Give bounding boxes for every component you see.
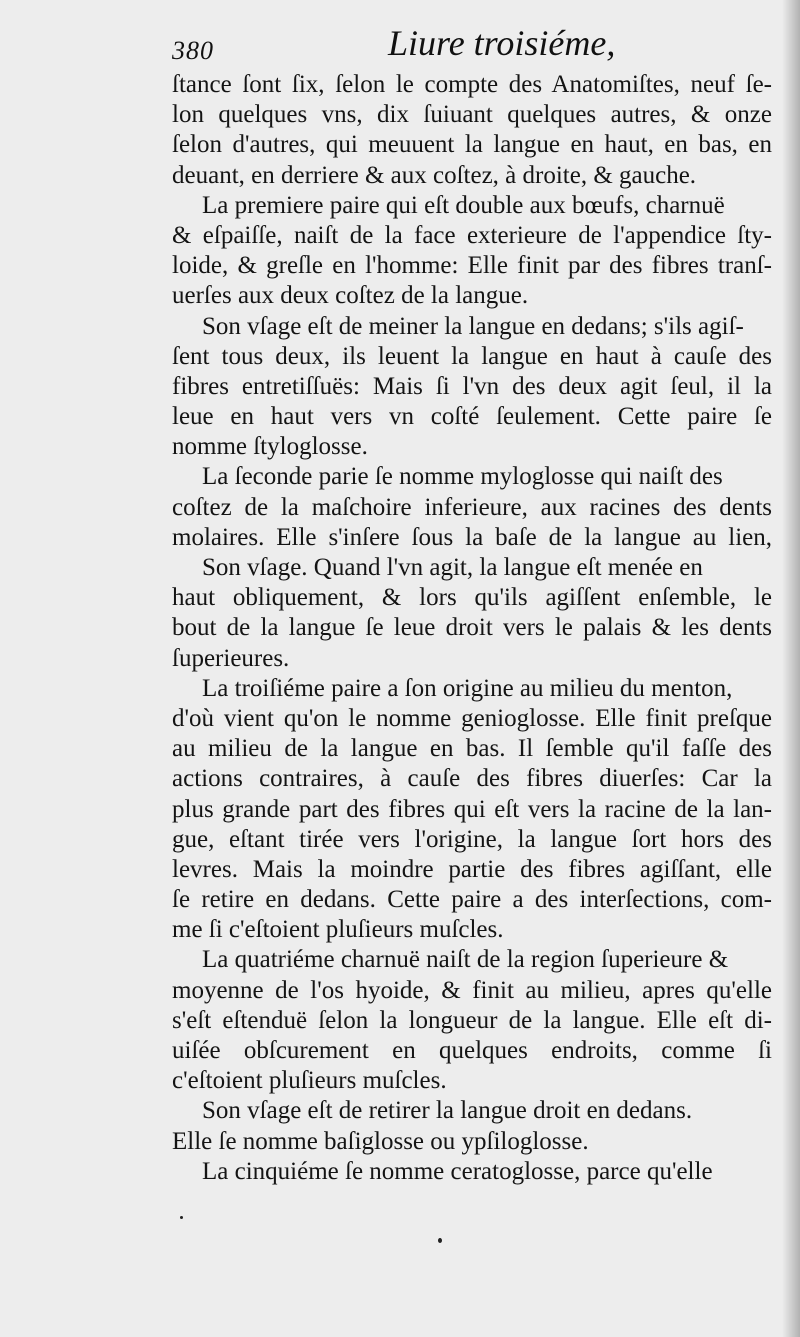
text-line: uiſée obſcurement en quelques endroits, comme ſi (172, 1037, 772, 1064)
text-line: gue, eſtant tirée vers l'origine, la langue ſort hors des (172, 825, 772, 853)
text-line: Son vſage eſt de meiner la langue en dedans; s'ils agiſ- (202, 312, 744, 340)
text-line: me ſi c'eſtoient pluſieurs muſcles. (172, 916, 504, 944)
text-line: c'eſtoient pluſieurs muſcles. (172, 1067, 447, 1095)
text-line: ſe retire en dedans. Cette paire a des interſections, com- (172, 886, 772, 914)
text-line: levres. Mais la moindre partie des fibres agiſſant, elle (172, 855, 772, 883)
text-line: Son vſage eſt de retirer la langue droit en dedans. (202, 1097, 693, 1125)
page-number: 380 (172, 36, 214, 65)
text-line: ſuperieures. (172, 644, 290, 672)
text-line: d'où vient qu'on le nomme genioglosse. Elle finit preſque (172, 704, 772, 732)
body-text (172, 70, 772, 1187)
running-head: Liure troisiéme, (388, 23, 616, 63)
ink-speck (180, 1216, 183, 1219)
text-line: moyenne de l'os hyoide, & finit au milieu, apres qu'elle (172, 976, 772, 1004)
text-line: & eſpaiſſe, naiſt de la face exterieure de l'appendice ſty- (172, 221, 772, 249)
text-line: molaires. Elle s'inſere ſous la baſe de la langue au lien, (172, 523, 772, 551)
text-line: nomme ſtyloglosse. (172, 433, 368, 461)
text-line: au milieu de la langue en bas. Il ſemble qu'il faſſe des (172, 735, 772, 763)
text-line: actions contraires, à cauſe des fibres diuerſes: Car la (172, 765, 772, 793)
text-line: ſelon d'autres, qui meuuent la langue en haut, en bas, en (172, 131, 772, 159)
text-line: ſtance ſont ſix, ſelon le compte des Anatomiſtes, neuf ſe- (172, 71, 772, 98)
text-line: Son vſage. Quand l'vn agit, la langue eſt menée en (202, 554, 703, 581)
text-line: bout de la langue ſe leue droit vers le palais & les dents (172, 614, 772, 642)
text-line: coſtez de la maſchoire inferieure, aux racines des dents (172, 493, 772, 521)
text-line: La quatriéme charnuë naiſt de la region ſuperieure & (202, 946, 729, 974)
text-line: Elle ſe nomme baſiglosse ou ypſiloglosse. (172, 1127, 589, 1155)
text-line: loide, & greſle en l'homme: Elle finit par des fibres tranſ- (172, 252, 772, 280)
text-line: ſent tous deux, ils leuent la langue en haut à cauſe des (172, 342, 772, 370)
text-line: La troiſiéme paire a ſon origine au milieu du menton, (202, 674, 733, 702)
text-line: La ſeconde parie ſe nomme myloglosse qui naiſt des (202, 463, 723, 491)
text-line: leue en haut vers vn coſté ſeulement. Cette paire ſe (172, 403, 772, 431)
text-line: haut obliquement, & lors qu'ils agiſſent enſemble, le (172, 584, 772, 612)
text-line: deuant, en derriere & aux coſtez, à droite, & gauche. (172, 161, 697, 189)
text-line: fibres entretiſſuës: Mais ſi l'vn des deux agit ſeul, il la (172, 372, 772, 400)
text-line: La cinquiéme ſe nomme ceratoglosse, parce qu'elle (202, 1157, 713, 1185)
text-line: s'eſt eſtenduë ſelon la longueur de la langue. Elle eſt di- (172, 1006, 772, 1034)
text-line: uerſes aux deux coſtez de la langue. (172, 282, 529, 310)
text-line: plus grande part des fibres qui eſt vers la racine de la lan- (172, 795, 772, 823)
page-edge-shadow (782, 0, 800, 1337)
text-line: La premiere paire qui eſt double aux bœufs, charnuë (202, 191, 725, 219)
ink-speck (438, 1238, 442, 1243)
text-line: lon quelques vns, dix ſuiuant quelques autres, & onze (172, 101, 772, 129)
